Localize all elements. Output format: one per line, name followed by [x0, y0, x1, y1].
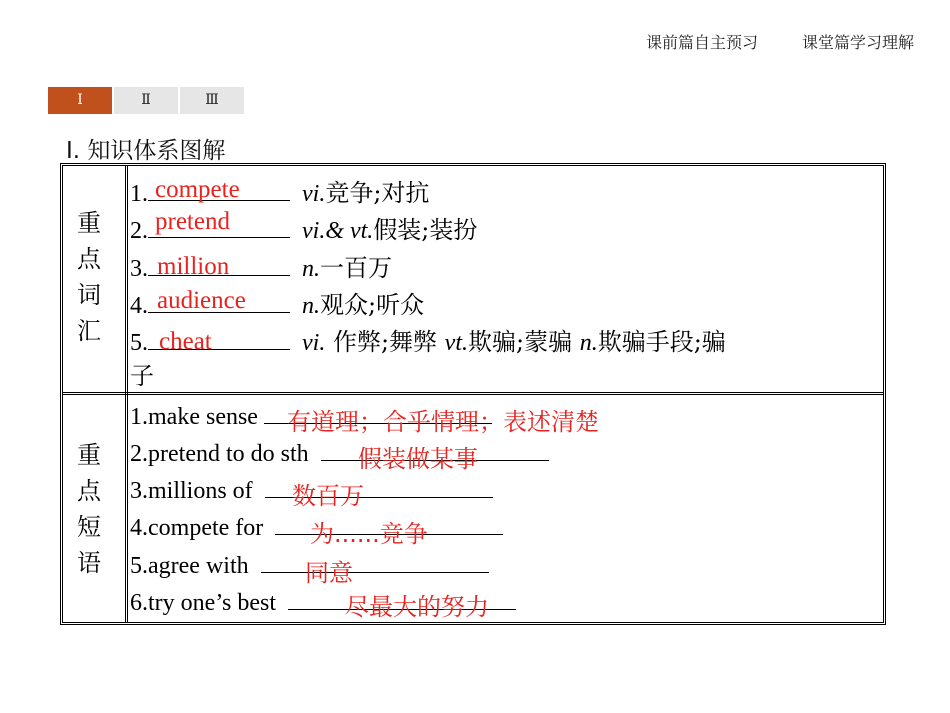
phrase-answer: 同意: [305, 559, 353, 587]
phrase-item: 2.pretend to do sth: [130, 438, 549, 468]
top-nav: [646, 30, 914, 53]
vocab-item: 5. vi. 作弊;舞弊 vt.欺骗;蒙骗 n.欺骗手段;骗: [130, 328, 726, 356]
vocab-label: 重 点 词 汇: [77, 209, 101, 345]
vocab-item-continuation: 子: [130, 362, 154, 390]
phrase-answer: 假装做某事: [358, 445, 478, 473]
phrase-item: 5.agree with: [130, 550, 489, 580]
phrase-item: 4.compete for: [130, 512, 503, 542]
vocab-item: 3. n.一百万: [130, 254, 392, 282]
phrase-item: 1.make sense: [130, 401, 492, 431]
nav-class-link[interactable]: 课堂篇学习理解: [801, 33, 914, 52]
tab-2[interactable]: Ⅱ: [114, 87, 178, 114]
phrase-item: 6.try one’s best: [130, 587, 516, 617]
vocab-answer: million: [157, 253, 230, 280]
vocab-item: 1. vi.竞争;对抗: [130, 179, 430, 207]
phrase-answer: 尽最大的努力: [345, 593, 489, 621]
vocab-answer: pretend: [155, 208, 230, 235]
phrase-item: 3.millions of: [130, 475, 493, 505]
vocab-answer: audience: [157, 287, 246, 314]
vocab-answer: cheat: [159, 328, 212, 355]
row-divider: [63, 392, 883, 395]
section-tabs: [48, 87, 244, 114]
tab-3[interactable]: Ⅲ: [180, 87, 244, 114]
phrases-label: 重 点 短 语: [77, 441, 101, 577]
section-title: Ⅰ. 知识体系图解: [66, 138, 226, 164]
vocab-answer: compete: [155, 176, 240, 203]
answer-blank: [261, 550, 489, 573]
phrase-answer: 为......竞争: [310, 520, 428, 548]
phrase-answer: 数百万: [292, 482, 364, 510]
vocab-item: 4. n.观众;听众: [130, 291, 425, 319]
vocab-item: 2. vi.& vt.假装;装扮: [130, 216, 478, 244]
phrase-answer: 有道理；合乎情理；表述清楚: [287, 408, 599, 436]
tab-1[interactable]: Ⅰ: [48, 87, 112, 114]
nav-preview-link[interactable]: 课前篇自主预习: [645, 33, 758, 52]
